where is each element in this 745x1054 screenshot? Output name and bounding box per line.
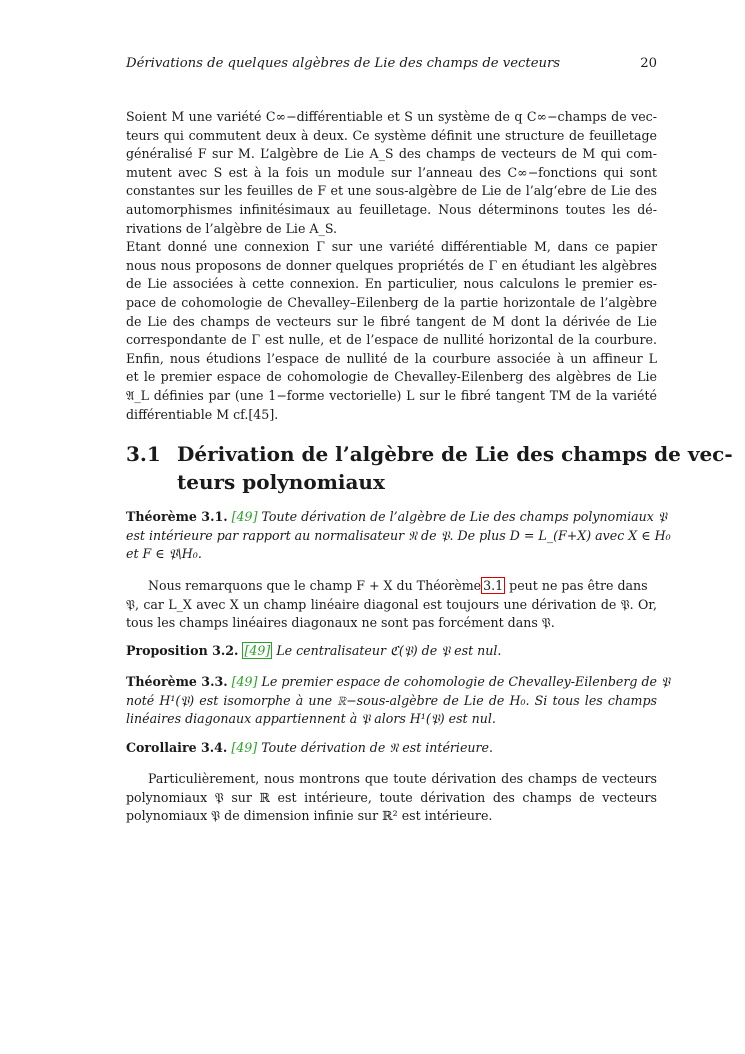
citation-link[interactable]: [49]	[231, 740, 258, 755]
intro-line: nous nous proposons de donner quelques propriétés de Γ en étudiant les algèbres	[126, 257, 657, 273]
intro-line: mutent avec S est à la fois un module sur l’anneau des C∞−fonctions qui sont	[126, 164, 657, 180]
theorem-line: est intérieure par rapport au normalisateur 𝔑 de 𝔓. De plus D = L_(F+X) avec X ∈ H₀	[126, 527, 671, 543]
intro-line: généralisé F sur M. L’algèbre de Lie A_S des champs de vecteurs de M qui com-	[126, 146, 657, 162]
proposition-label: Proposition 3.2.	[126, 643, 239, 658]
remark-line	[126, 577, 657, 596]
theorem-text: Le premier espace de cohomologie de Chevalley-Eilenberg de 𝔓	[261, 674, 670, 689]
running-title: Dérivations de quelques algèbres de Lie des champs de vecteurs	[126, 56, 561, 71]
running-header	[126, 56, 657, 74]
citation-link[interactable]: [49]	[231, 674, 258, 689]
corollary-line	[126, 739, 657, 758]
theorem-label: Théorème 3.1.	[126, 509, 228, 524]
intro-line: différentiable M cf.[45].	[126, 406, 279, 422]
theorem-line	[126, 673, 670, 692]
section-title-line: teurs polynomiaux	[177, 470, 385, 494]
theorem-line: noté H¹(𝔓) est isomorphe à une ℝ−sous-algèbre de Lie de H₀. Si tous les champs	[126, 692, 657, 708]
theorem-3-1	[126, 508, 671, 564]
citation-link[interactable]: [49]	[231, 509, 258, 524]
page-number: 20	[640, 56, 657, 71]
theorem-line: et F ∈ 𝔓\H₀.	[126, 546, 202, 562]
corollary-text: Toute dérivation de 𝔑 est intérieure.	[261, 740, 494, 755]
intro-line: teurs qui commutent deux à deux. Ce système définit une structure de feuilletage	[126, 127, 657, 143]
section-title-line: Dérivation de l’algèbre de Lie des champs de vec-	[177, 442, 733, 466]
intro-line: de Lie des champs de vecteurs sur le fibré tangent de M dont la dérivée de Lie	[126, 313, 657, 329]
intro-line: correspondante de Γ est nulle, et de l’espace de nullité horizontal de la courbure.	[126, 332, 657, 348]
corollary-3-4	[126, 739, 657, 758]
proposition-line	[126, 642, 657, 661]
remark-line: 𝔓, car L_X avec X un champ linéaire diagonal est toujours une dérivation de 𝔓. Or,	[126, 596, 657, 612]
intro-line: Etant donné une connexion Γ sur une variété différentiable M, dans ce papier	[126, 239, 657, 255]
theorem-label: Théorème 3.3.	[126, 674, 228, 689]
remark-line: tous les champs linéaires diagonaux ne sont pas forcément dans 𝔓.	[126, 615, 555, 631]
intro-line: 𝔄_L définies par (une 1−forme vectorielle) L sur le fibré tangent TM de la variété	[126, 387, 657, 403]
theorem-line	[126, 508, 667, 527]
intro-line: rivations de l’algèbre de Lie A_S.	[126, 220, 337, 236]
section-number: 3.1	[126, 442, 161, 466]
section-title-text	[177, 440, 733, 496]
intro-line: automorphismes infinitésimaux au feuilletage. Nous déterminons toutes les dé-	[126, 201, 657, 217]
closing-paragraph	[126, 770, 657, 826]
closing-line: Particulièrement, nous montrons que toute dérivation des champs de vecteurs	[148, 771, 657, 786]
intro-line: Enfin, nous étudions l’espace de nullité de la courbure associée à un affineur L	[126, 350, 657, 366]
intro-line: constantes sur les feuilles de F et une sous-algèbre de Lie de l’alg‘ebre de Lie des	[126, 183, 657, 199]
theorem-3-3	[126, 673, 670, 729]
proposition-3-2	[126, 642, 657, 661]
closing-line: polynomiaux 𝔓 de dimension infinie sur ℝ² est intérieure.	[126, 808, 493, 824]
intro-line: de Lie associées à cette connexion. En particulier, nous calculons le premier es-	[126, 276, 657, 292]
corollary-label: Corollaire 3.4.	[126, 740, 228, 755]
intro-paragraph	[126, 108, 657, 424]
remark-text: peut ne pas être dans	[509, 578, 648, 593]
remark-paragraph	[126, 577, 657, 633]
intro-line: et le premier espace de cohomologie de Chevalley-Eilenberg des algèbres de Lie	[126, 369, 657, 385]
theorem-reference-link[interactable]: 3.1	[483, 578, 504, 593]
closing-line: polynomiaux 𝔓 sur ℝ est intérieure, toute dérivation des champs de vecteurs	[126, 789, 657, 805]
citation-link[interactable]: [49]	[244, 643, 271, 658]
remark-text: Nous remarquons que le champ F + X du Théorème	[148, 578, 482, 593]
proposition-text: Le centralisateur ℭ(𝔓) de 𝔓 est nul.	[276, 643, 502, 658]
intro-line: Soient M une variété C∞−différentiable et S un système de q C∞−champs de vec-	[126, 109, 657, 124]
theorem-line: linéaires diagonaux appartiennent à 𝔓 alors H¹(𝔓) est nul.	[126, 711, 496, 727]
theorem-text: Toute dérivation de l’algèbre de Lie des champs polynomiaux 𝔓	[261, 509, 667, 524]
intro-line: pace de cohomologie de Chevalley–Eilenberg de la partie horizontale de l’algèbre	[126, 294, 657, 310]
